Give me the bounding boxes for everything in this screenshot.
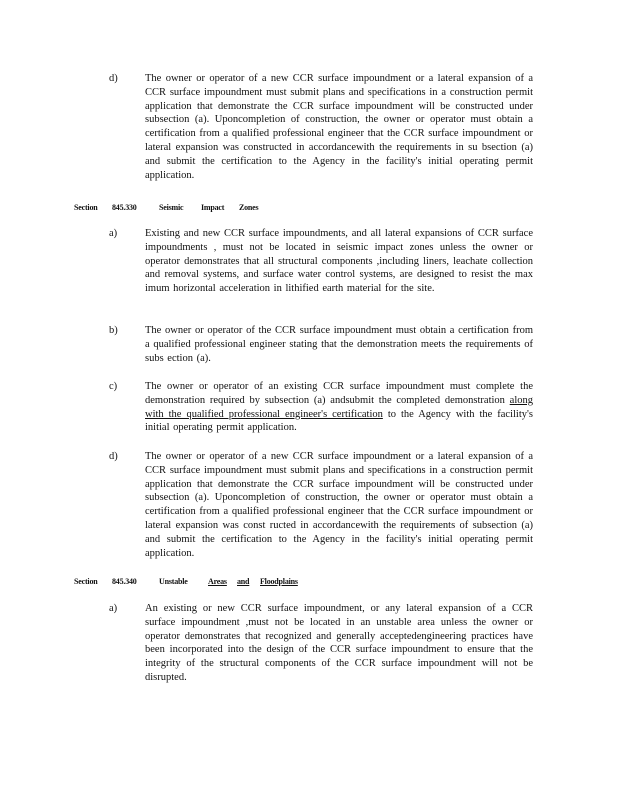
paragraph-label: a)	[109, 603, 118, 614]
paragraph-text-content: The owner or operator of a new CCR surface impoundment or a lateral expansion of a CCR surface impoundment must submit plans and specifications in a construction permit application that demonstrate the CCR surface impoundment will be constructed under subsection (a). Uponcompletion of construction, the owner or operator must obtain a certification from a qualified professional engineer that the CCR surface impoundment or lateral expansion was constructed in accordancewith the requirements in su bsection (a) and submit the certification to the Agency in the facility's initial operating permit application.	[145, 73, 533, 181]
text-segment: to the Agency with the facility's initial operating permit application.	[145, 408, 533, 434]
paragraph-label: c)	[109, 381, 118, 392]
paragraph-text-content	[145, 380, 533, 435]
paragraph-text	[145, 380, 533, 435]
section-title-word-3: Zones	[239, 203, 259, 212]
section-title-word-2: Impact	[201, 203, 225, 212]
paragraph-text	[145, 450, 533, 560]
paragraph-text	[145, 227, 533, 296]
section-heading-845-330	[74, 203, 574, 217]
section-title-word-3: and	[237, 577, 250, 586]
paragraph-text-content: An existing or new CCR surface impoundment, or any lateral expansion of a CCR surface impoundment ,must not be located in an unstable area unless the owner or operator demonstrates that recognized and generally acceptedengineering practices have been incorporated into the design of the CCR surface impoundment to ensure that the integrity of the structural components of the CCR surface impoundment will not be disrupted.	[145, 603, 533, 683]
paragraph-text	[145, 324, 533, 365]
paragraph-text	[145, 72, 533, 182]
paragraph-text-content: The owner or operator of a new CCR surface impoundment or a lateral expansion of a CCR surface impoundment must submit plans and specifications in a construction permit application that demonstrate the CCR surface impoundment will be constructed under subsection (a). Uponcompletion of construction, the owner or operator must obtain a certification from a qualified professional engineer that the CCR surface impoundment or lateral expansion was const ructed in accordancewith the requirements of subsection (a) and submit the certification to the Agency in the facility's initial operating permit application.	[145, 451, 533, 559]
section-title-word-4: Floodplains	[260, 577, 298, 586]
paragraph-text-content: Existing and new CCR surface impoundments, and all lateral expansions of CCR surface impoundments , must not be located in seismic impact zones unless the owner or operator demonstrates that all structural components ,including liners, leachate collection and removal systems, and surface water control systems, are designed to resist the max imum horizontal acceleration in lithified earth material for the site.	[145, 228, 533, 295]
section-title-word-1: Unstable	[159, 577, 188, 586]
underlined-inserted-text: along with the qualified professional engineer's certification	[145, 394, 533, 420]
text-segment: The owner or operator of an existing CCR surface impoundment must complete the demonstration required by subsection (a) andsubmit the completed demonstration	[145, 381, 533, 406]
section-word: Section	[74, 203, 98, 212]
paragraph-label: a)	[109, 228, 118, 239]
paragraph-text	[145, 602, 533, 685]
paragraph-text-content: The owner or operator of the CCR surface impoundment must obtain a certification from a qualified professional engineer stating that the demonstration meets the requirements of subs ection (a).	[145, 325, 533, 364]
section-number: 845.330	[112, 203, 137, 212]
paragraph-label: d)	[109, 451, 118, 462]
section-heading-845-340	[74, 577, 574, 591]
section-word: Section	[74, 577, 98, 586]
section-title-word-1: Seismic	[159, 203, 184, 212]
paragraph-label: d)	[109, 73, 118, 84]
paragraph-label: b)	[109, 325, 118, 336]
section-title-word-2: Areas	[208, 577, 227, 586]
section-number: 845.340	[112, 577, 137, 586]
